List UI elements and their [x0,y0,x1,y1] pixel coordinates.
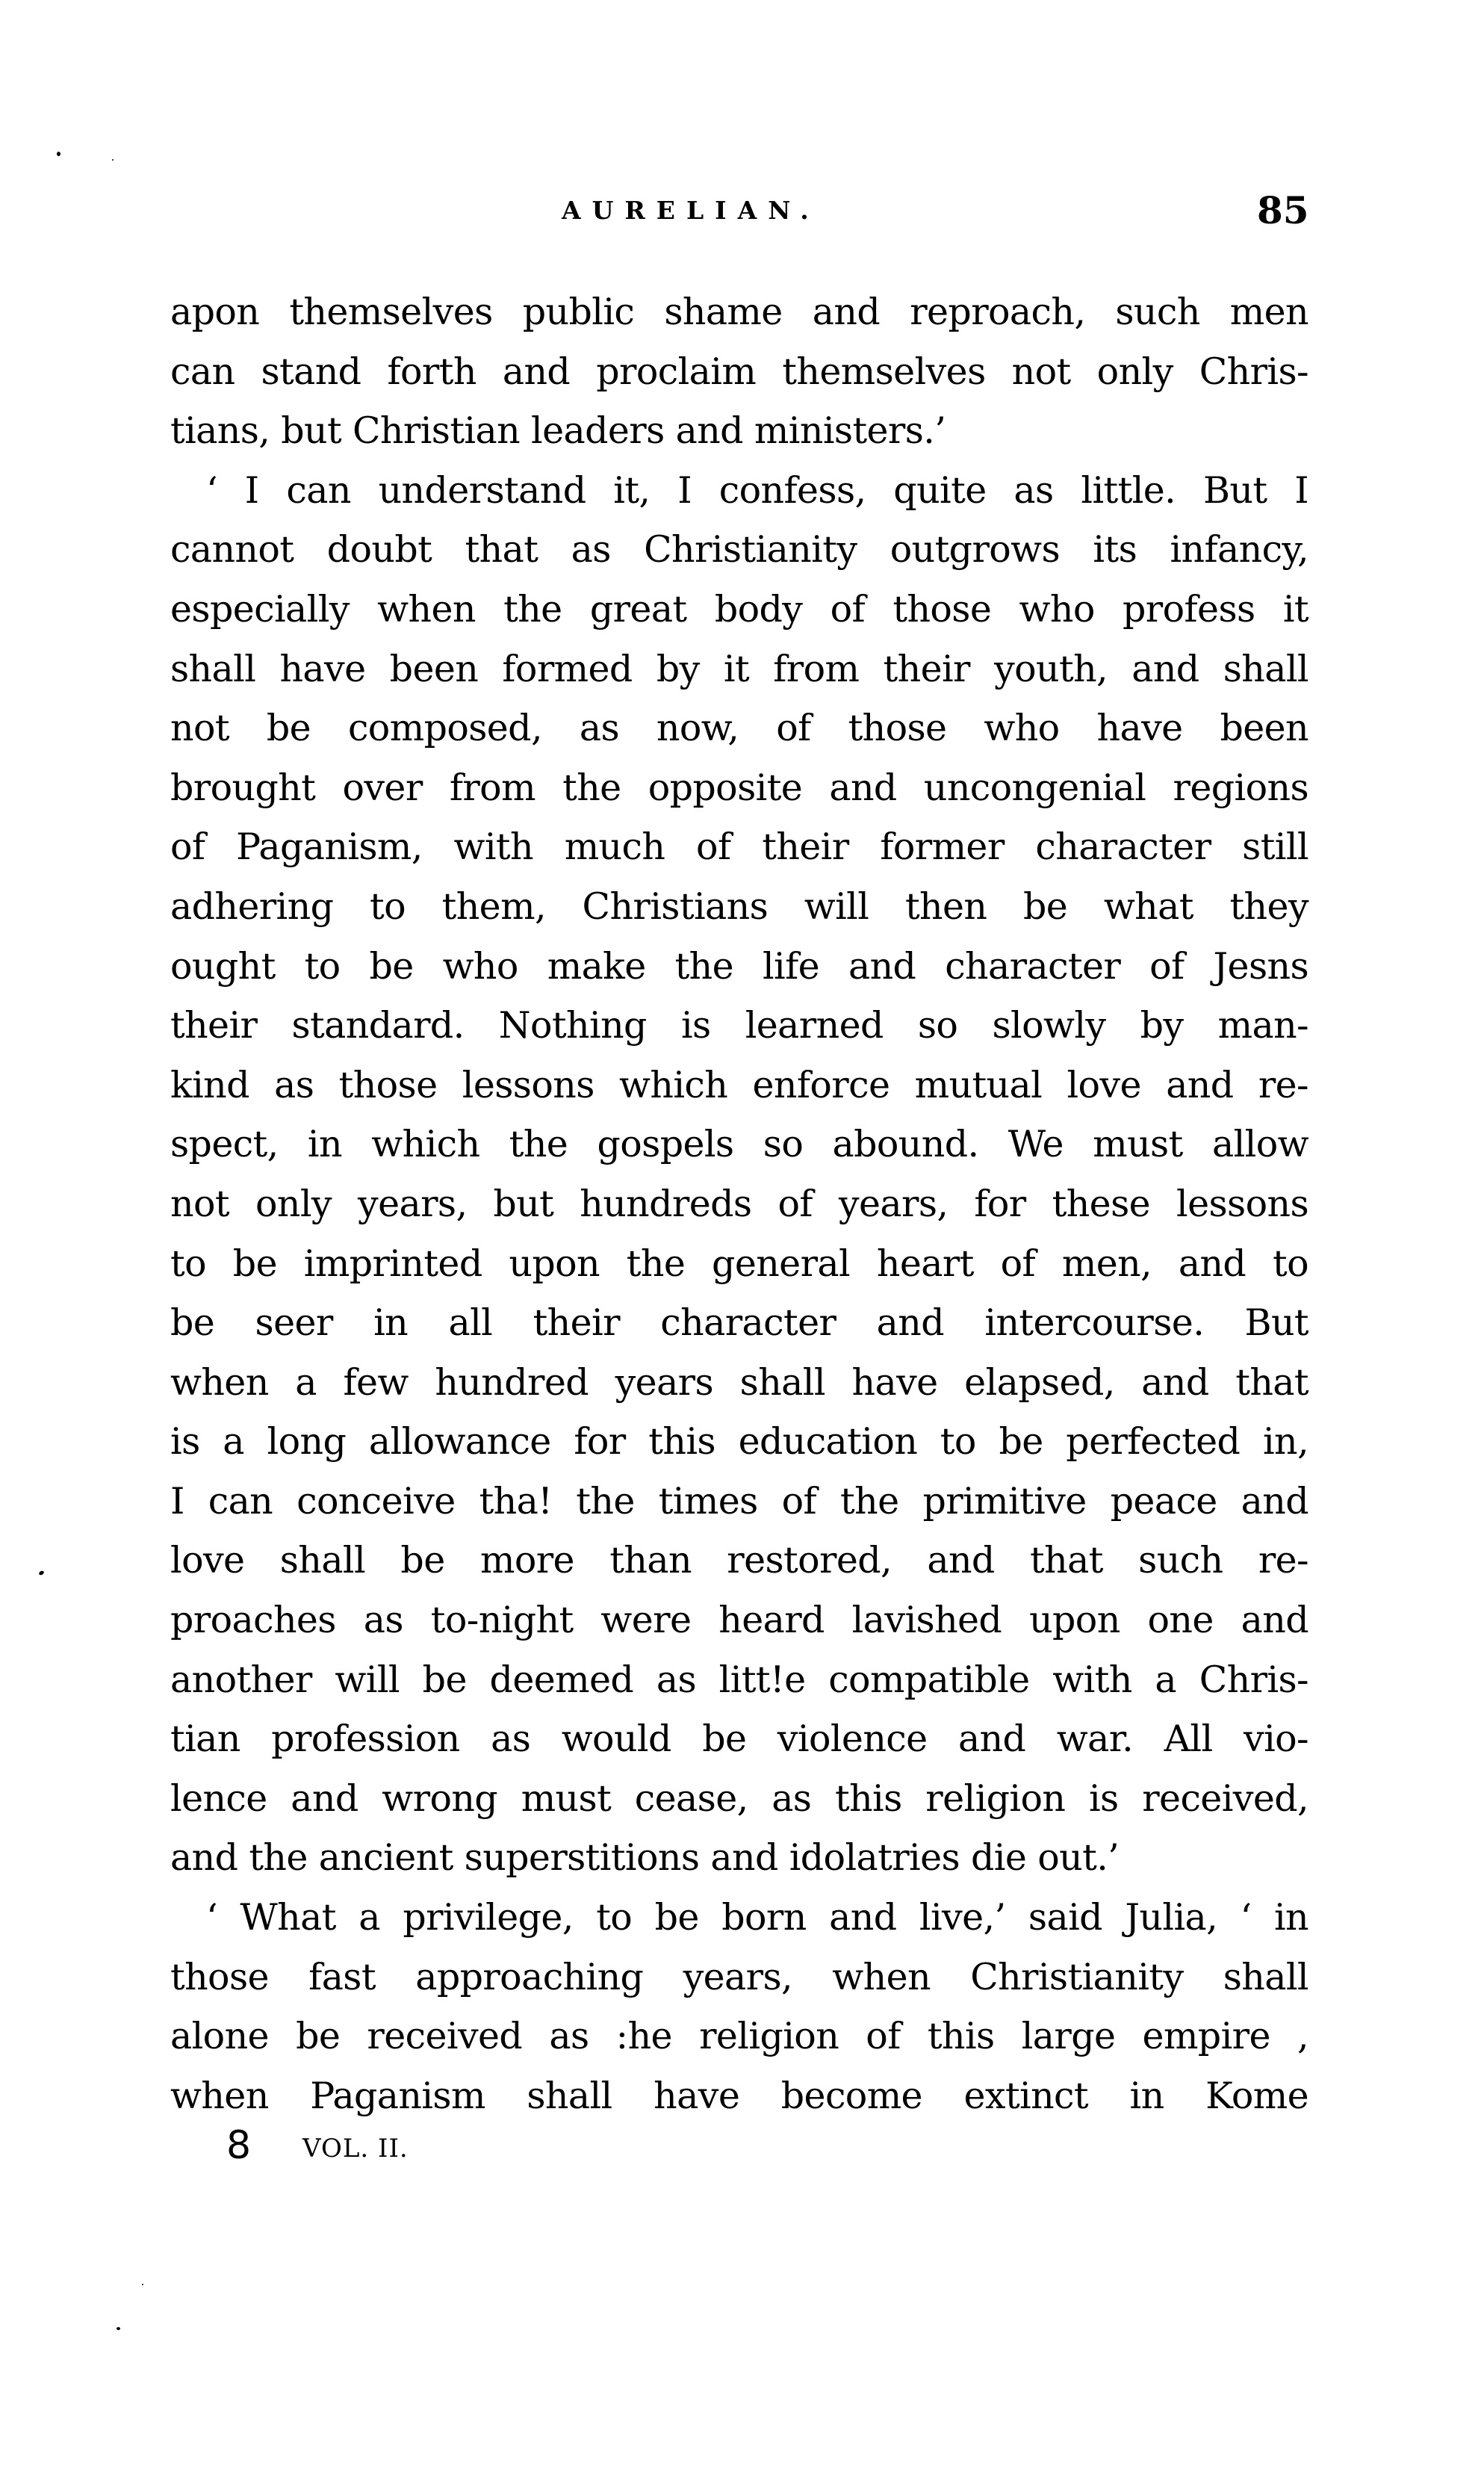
text-line: is a long allowance for this education to be perfected in, [170,1420,1308,1463]
text-line: proaches as to-night were heard lavished upon one and [170,1599,1308,1642]
text-line: adhering to them, Christians will then be what they [170,885,1308,928]
text-line: be seer in all their character and intercourse. But [170,1301,1308,1345]
ink-speck [117,2327,120,2330]
text-line: shall have been formed by it from their youth, and shall [170,647,1308,690]
text-line: can stand forth and proclaim themselves not only Chris- [170,350,1308,393]
text-line: to be imprinted upon the general heart of men, and to [170,1242,1308,1285]
text-line: of Paganism, with much of their former character still [170,826,1308,869]
page-number: 85 [1257,188,1309,232]
ink-speck [142,2284,143,2285]
text-line: not only years, but hundreds of years, for these lessons [170,1182,1308,1225]
text-line: lence and wrong must cease, as this religion is received, [170,1777,1308,1820]
text-line: I can conceive tha! the times of the primitive peace and [170,1479,1308,1523]
ink-speck [38,1570,45,1576]
running-title: AURELIAN. [562,196,820,225]
running-head [0,188,1484,241]
text-line: apon themselves public shame and reproach, such men [170,291,1308,333]
volume-label: VOL. II. [302,2134,409,2163]
text-line: ought to be who make the life and character of Jesns [170,944,1308,988]
ink-speck [57,152,60,156]
text-line: when a few hundred years shall have elapsed, and that [170,1360,1308,1404]
text-line: brought over from the opposite and uncongenial regions [170,766,1308,809]
text-line: another will be deemed as litt!e compatible with a Chris- [170,1658,1308,1701]
text-line: their standard. Nothing is learned so slowly by man- [170,1004,1308,1047]
footer [0,2116,1484,2175]
text-line: ‘ What a privilege, to be born and live,’ said Julia, ‘ in [206,1896,1308,1939]
paragraph [170,282,1308,461]
body-text [170,282,1308,2125]
paragraph [170,461,1308,1888]
text-line: not be composed, as now, of those who have been [170,707,1308,750]
signature-mark: 8 [226,2123,252,2168]
text-line: cannot doubt that as Christianity outgrows its infancy, [170,528,1308,572]
text-line: and the ancient superstitions and idolatries die out.’ [170,1836,1120,1880]
text-line: spect, in which the gospels so abound. We must allow [170,1123,1308,1166]
paragraph [170,1888,1308,2125]
text-line: love shall be more than restored, and that such re- [170,1539,1308,1582]
text-line: alone be received as :he religion of this large empire , [170,2015,1308,2058]
text-line: ‘ I can understand it, I confess, quite as little. But I [206,468,1308,512]
text-line: tian profession as would be violence and war. All vio- [170,1717,1308,1761]
ink-speck [112,159,114,161]
text-line: when Paganism shall have become extinct in Kome [170,2074,1308,2117]
text-line: kind as those lessons which enforce mutual love and re- [170,1063,1308,1106]
text-line: those fast approaching years, when Christianity shall [170,1955,1308,1998]
text-line: tians, but Christian leaders and ministers.’ [170,409,946,453]
text-line: especially when the great body of those who profess it [170,587,1308,631]
